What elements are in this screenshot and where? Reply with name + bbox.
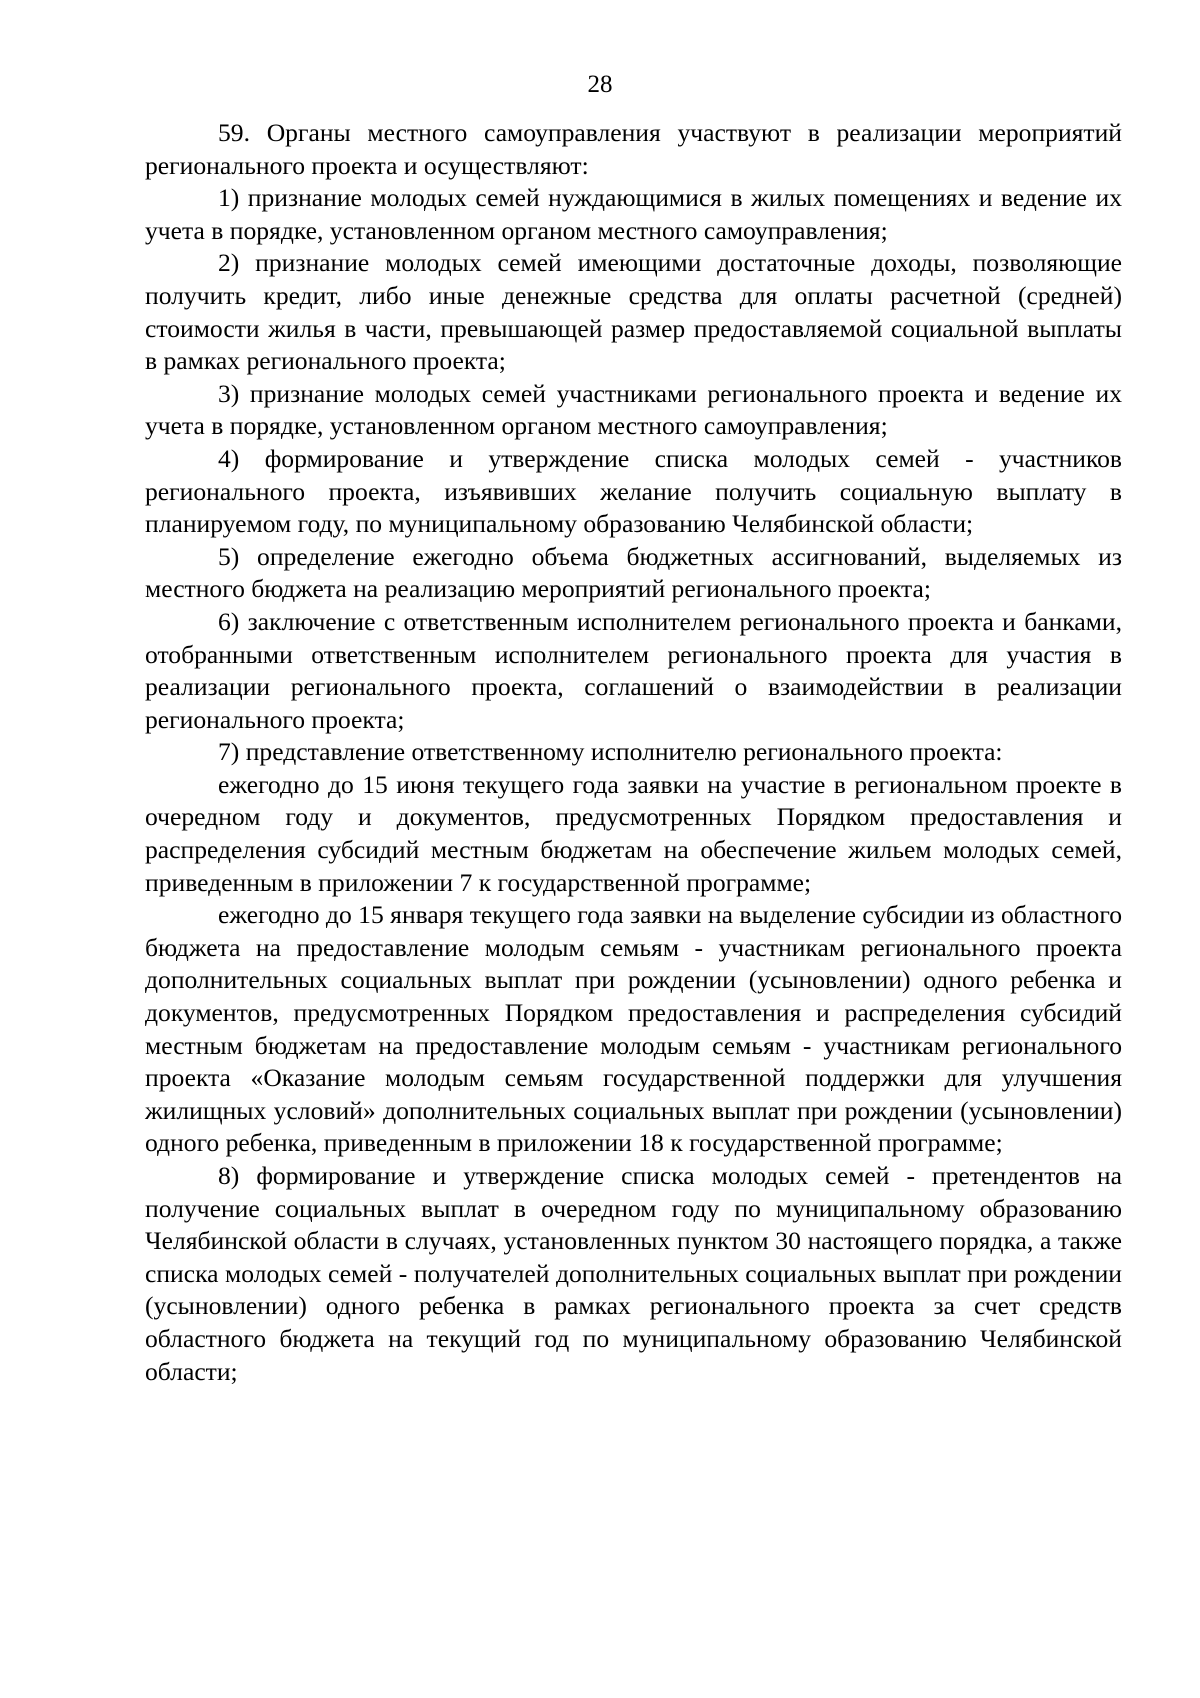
paragraph-item-1: 1) признание молодых семей нуждающимися в жилых помещениях и ведение их учета в порядке, установленном органом местного самоуправления; — [145, 183, 1122, 245]
paragraph-item-5: 5) определение ежегодно объема бюджетных ассигнований, выделяемых из местного бюджета на реализацию мероприятий регионального проекта; — [145, 541, 1122, 604]
paragraph-item-7-january: ежегодно до 15 января текущего года заявки на выделение субсидии из областного бюджета на предоставление молодым семьям - участникам регионального проекта дополнительных социальных выплат при рождении (усыновлении) одного ребенка и документов, предусмотренных Порядком предоставления и распределения субсидий местным бюджетам на предоставление молодым семьям - участникам регионального проекта «Оказание молодым семьям государственной поддержки для улучшения жилищных условий» дополнительных социальных выплат при рождении (усыновлении) одного ребенка, приведенным в приложении 18 к государственной программе; — [145, 900, 1122, 1158]
paragraph-item-4: 4) формирование и утверждение списка молодых семей - участников регионального проекта, изъявивших желание получить социальную выплату в планируемом году, по муниципальному образованию Челябинской области; — [145, 443, 1122, 539]
paragraph-item-2: 2) признание молодых семей имеющими достаточные доходы, позволяющие получить кредит, либо иные денежные средства для оплаты расчетной (средней) стоимости жилья в части, превышающей размер предоставляемой социальной выплаты в рамках регионального проекта; — [145, 248, 1122, 376]
paragraph-item-6: 6) заключение с ответственным исполнителем регионального проекта и банками, отобранными ответственным исполнителем регионального проекта для участия в реализации регионального проекта, соглашений о взаимодействии в реализации регионального проекта; — [145, 606, 1122, 734]
paragraph-item-7-june: ежегодно до 15 июня текущего года заявки на участие в региональном проекте в очередном году и документов, предусмотренных Порядком предоставления и распределения субсидий местным бюджетам на обеспечение жильем молодых семей, приведенным в приложении 7 к государственной программе; — [145, 769, 1122, 897]
paragraph-59-intro: 59. Органы местного самоуправления участвуют в реализации мероприятий регионального проекта и осуществляют: — [145, 118, 1122, 180]
document-body — [145, 117, 1122, 1388]
paragraph-item-3: 3) признание молодых семей участниками регионального проекта и ведение их учета в порядке, установленном органом местного самоуправления; — [145, 378, 1122, 441]
page-number: 28 — [587, 71, 613, 98]
paragraph-item-8: 8) формирование и утверждение списка молодых семей - претендентов на получение социальных выплат в очередном году по муниципальному образованию Челябинской области в случаях, установленных пунктом 30 настоящего порядка, а также списка молодых семей - получателей дополнительных социальных выплат при рождении (усыновлении) одного ребенка в рамках регионального проекта за счет средств областного бюджета на текущий год по муниципальному образованию Челябинской области; — [145, 1161, 1122, 1386]
paragraph-item-7: 7) представление ответственному исполнителю регионального проекта: — [218, 737, 1003, 767]
